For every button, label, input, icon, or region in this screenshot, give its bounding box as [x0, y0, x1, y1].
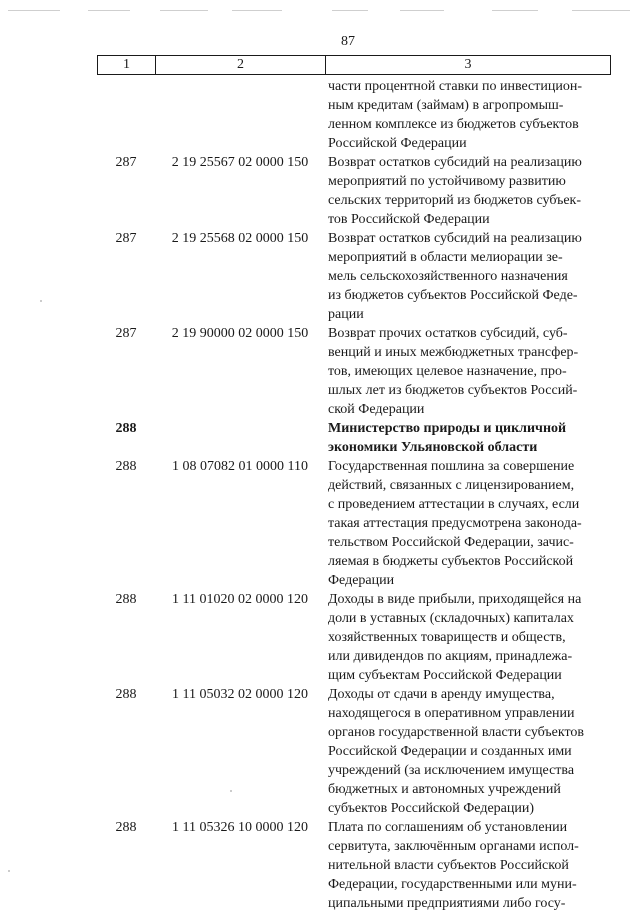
table-row — [97, 818, 611, 913]
row-number: 287 — [115, 231, 137, 246]
scan-mark — [160, 10, 208, 11]
table-row — [97, 229, 611, 324]
budget-code: 1 11 05326 10 0000 120 — [172, 820, 308, 835]
table-row — [97, 685, 611, 818]
row-number: 288 — [115, 459, 137, 474]
scan-mark — [88, 10, 130, 11]
row-description: Возврат прочих остатков субсидий, суб- венций и иных межбюджетных трансфер- тов, имеющих целевое назначение, про- шлых лет из бюджетов субъектов Россий- ской Федерации — [328, 326, 579, 417]
header-col-3: 3 — [464, 57, 472, 72]
scan-speck — [8, 870, 10, 872]
row-description: Государственная пошлина за совершение действий, связанных с лицензированием, с проведением аттестации в случаях, если такая аттестация предусмотрена законода- тельством Российской Федерации, зачис- ляемая в бюджеты субъектов Российской Федерации — [328, 459, 582, 588]
row-description: Плата по соглашениям об установлении сервитута, заключённым органами испол- нительной власти субъектов Российской Федерации, государственными или муни- ципальными предприятиями либо госу- — [328, 820, 579, 911]
table-row — [97, 590, 611, 685]
row-description: Доходы от сдачи в аренду имущества, находящегося в оперативном управлении органов государственной власти субъектов Российской Федерации и созданных ими учреждений (за исключением имущества бюджетных и автономных учреждений субъектов Российской Федерации) — [328, 687, 585, 816]
header-col-1: 1 — [98, 56, 156, 74]
row-number: 287 — [115, 326, 137, 341]
budget-code: 2 19 90000 02 0000 150 — [171, 326, 309, 341]
table-body — [97, 77, 611, 913]
budget-code: 1 11 05032 02 0000 120 — [172, 687, 308, 702]
row-description: Возврат остатков субсидий на реализацию мероприятий в области мелиорации зе- мель сельскохозяйственного назначения из бюджетов субъектов Российской Феде- рации — [328, 231, 582, 322]
section-header-row — [97, 419, 611, 457]
row-number: 287 — [115, 155, 137, 170]
budget-code: 1 11 01020 02 0000 120 — [172, 592, 308, 607]
scan-speck — [40, 300, 42, 302]
table-row — [97, 77, 611, 153]
scan-mark — [572, 10, 630, 11]
row-description: Доходы в виде прибыли, приходящейся на доли в уставных (складочных) капиталах хозяйственных товариществ и обществ, или дивидендов по акциям, принадлежа- щим субъектам Российской Федерации — [328, 592, 582, 683]
scan-mark — [492, 10, 538, 11]
table-row — [97, 457, 611, 590]
row-number: 288 — [115, 820, 137, 835]
scan-mark — [400, 10, 444, 11]
row-number: 288 — [115, 421, 137, 436]
budget-code: 2 19 25567 02 0000 150 — [171, 155, 309, 170]
table-header — [97, 55, 611, 75]
header-col-2: 2 — [156, 56, 326, 74]
table-row — [97, 324, 611, 419]
budget-code: 1 08 07082 01 0000 110 — [172, 459, 308, 474]
budget-code: 2 19 25568 02 0000 150 — [171, 231, 309, 246]
row-number: 288 — [115, 687, 137, 702]
row-description: части процентной ставки по инвестицион- ным кредитам (займам) в агропромыш- ленном комплексе из бюджетов субъектов Российской Федерации — [328, 79, 583, 151]
row-number: 288 — [115, 592, 137, 607]
ministry-title: Министерство природы и цикличной экономики Ульяновской области — [328, 421, 567, 455]
table-row — [97, 153, 611, 229]
row-description: Возврат остатков субсидий на реализацию мероприятий по устойчивому развитию сельских территорий из бюджетов субъек- тов Российской Федерации — [328, 155, 582, 227]
page-number: 87 — [341, 34, 355, 49]
scan-mark — [332, 10, 368, 11]
scan-mark — [232, 10, 282, 11]
scan-mark — [8, 10, 60, 11]
